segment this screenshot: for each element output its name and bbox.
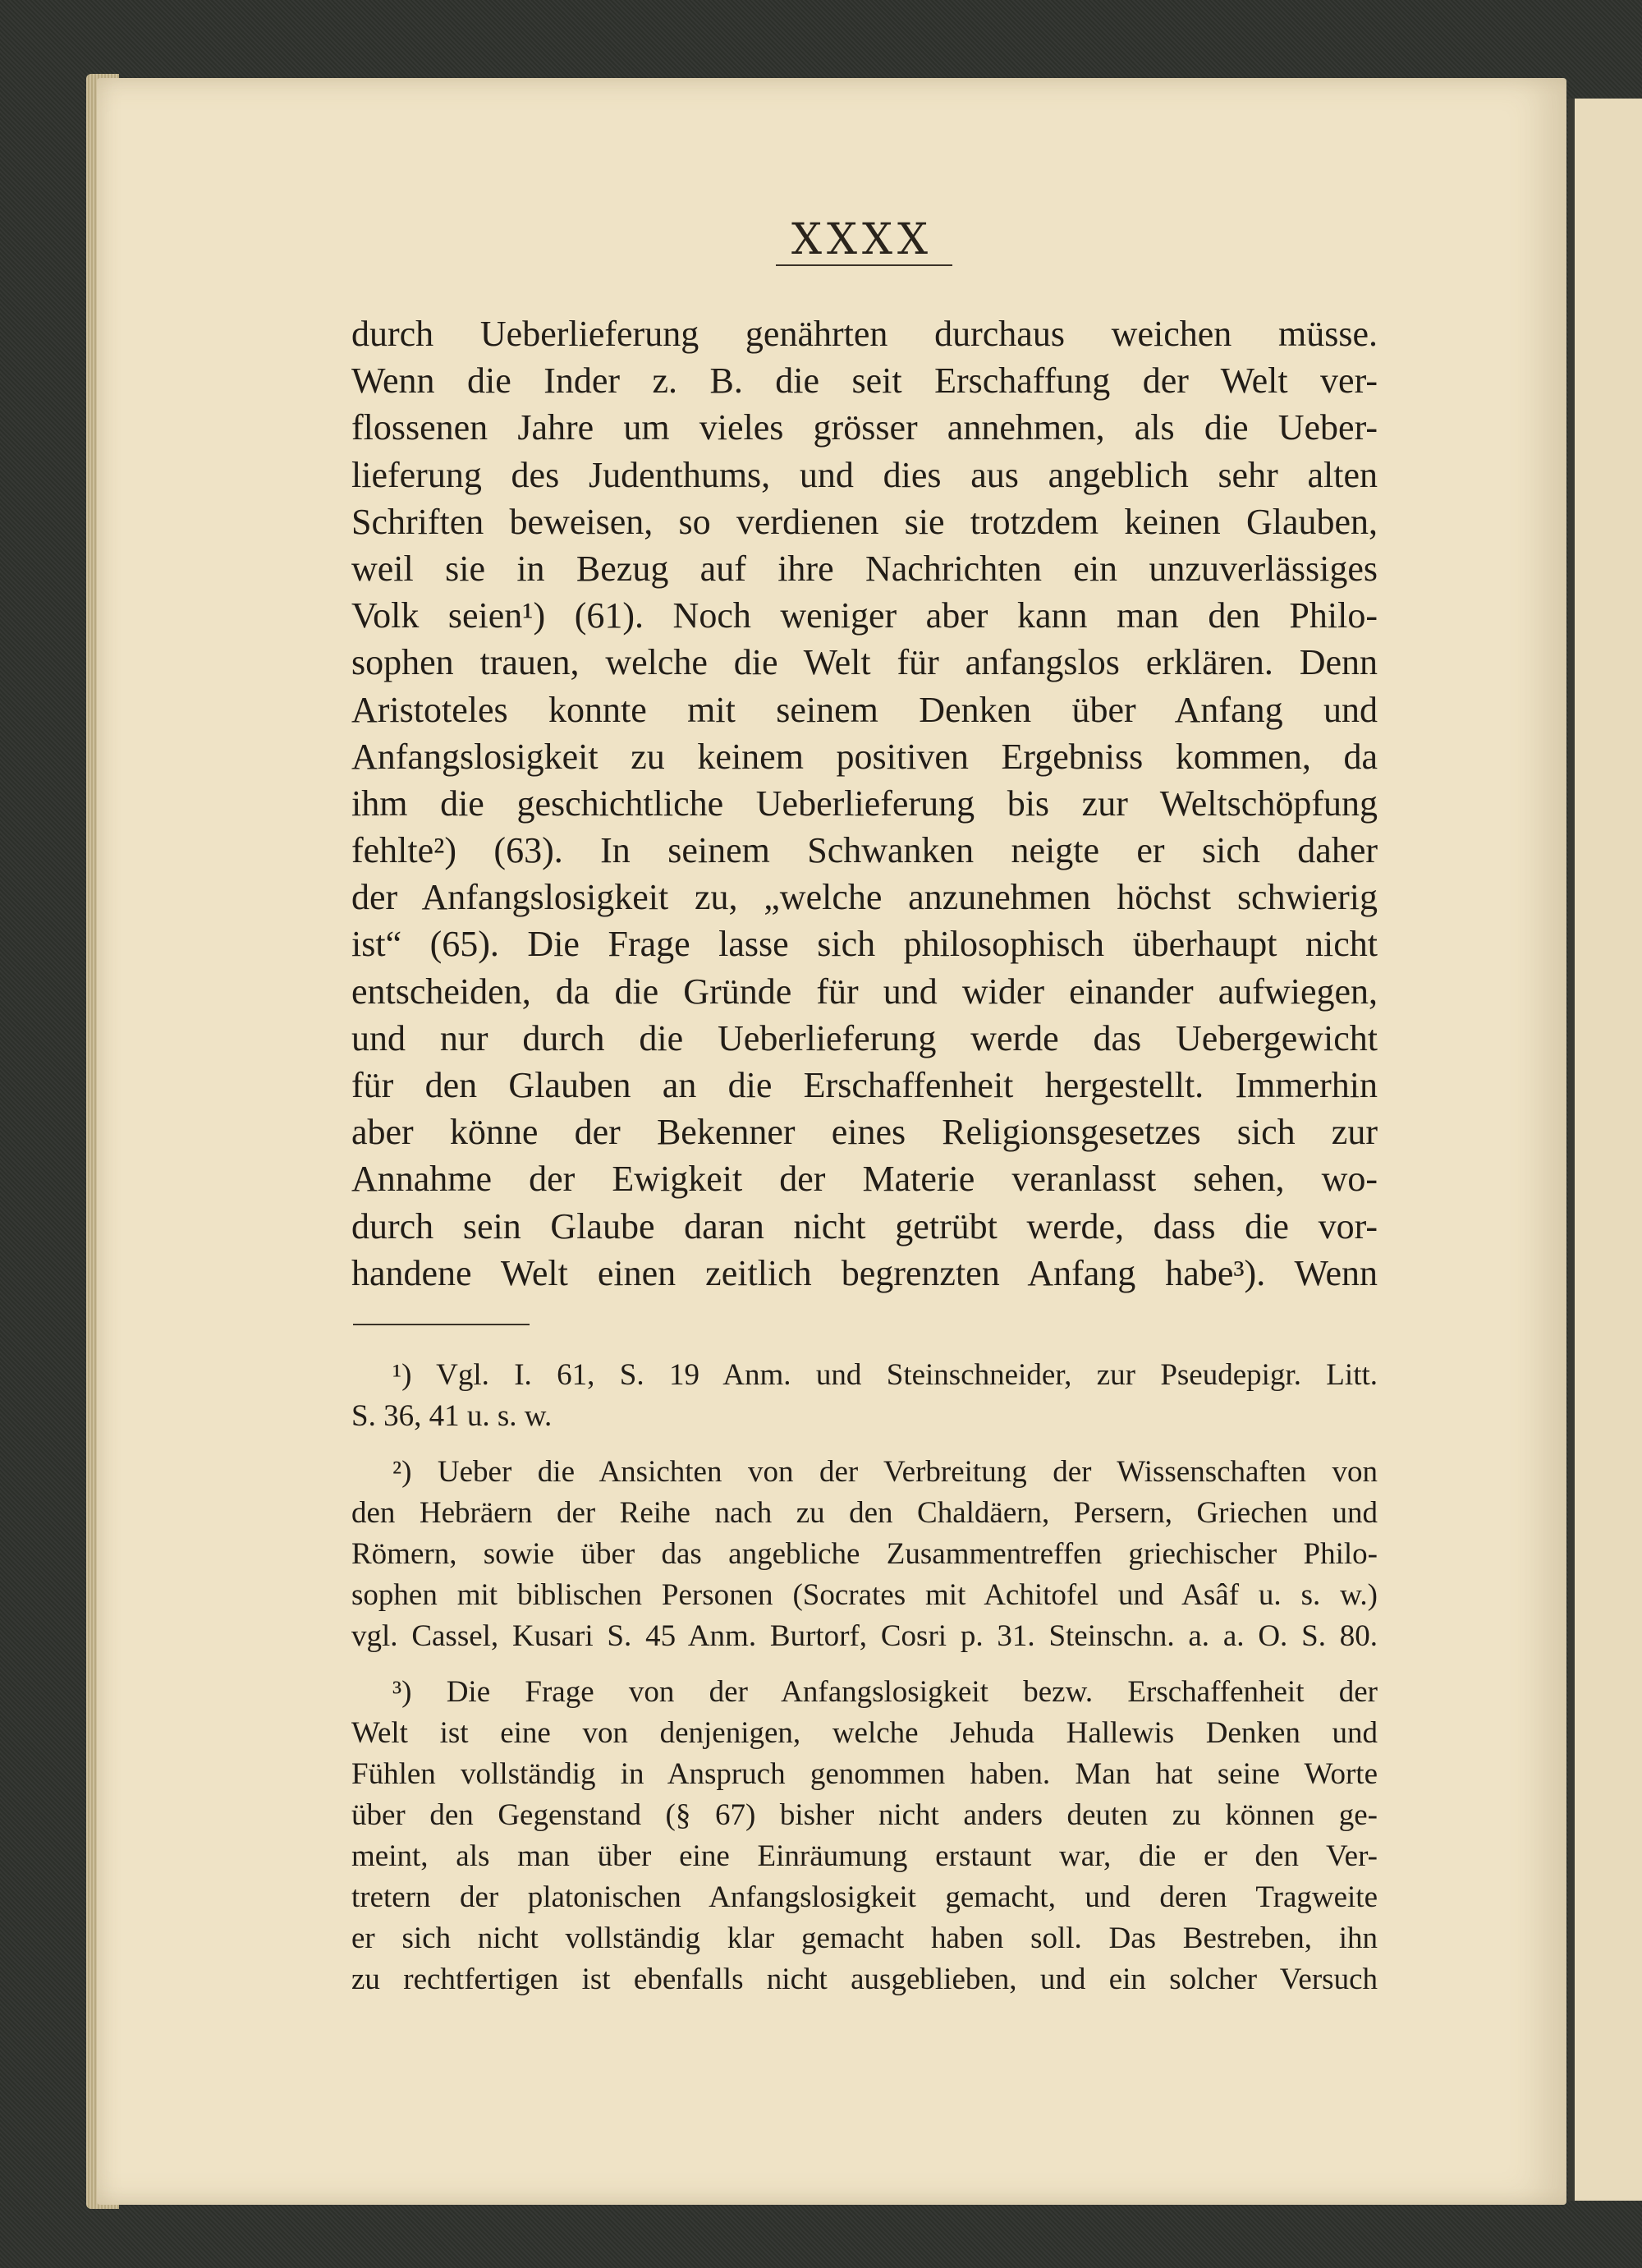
next-page-edge — [1568, 99, 1642, 2201]
body-line: entscheiden, da die Gründe für und wider einander aufwiegen, — [351, 971, 1378, 1012]
footnote-line: S. 36, 41 u. s. w. — [351, 1399, 553, 1433]
page-number: XXXX — [791, 215, 933, 264]
footnotes — [351, 1355, 1378, 2015]
body-line: Annahme der Ewigkeit der Materie veranlasst sehen, wo- — [351, 1159, 1378, 1200]
footnote-line: den Hebräern der Reihe nach zu den Chaldäern, Persern, Griechen und — [351, 1496, 1378, 1530]
body-line: Volk seien¹) (61). Noch weniger aber kann man den Philo- — [351, 595, 1378, 636]
body-line: ihm die geschichtliche Ueberlieferung bis zur Weltschöpfung — [351, 783, 1378, 824]
footnote-line: zu rechtfertigen ist ebenfalls nicht ausgeblieben, und ein solcher Versuch — [351, 1963, 1378, 1996]
body-line: ist“ (65). Die Frage lasse sich philosophisch überhaupt nicht — [351, 924, 1378, 965]
footnote-line: ²) Ueber die Ansichten von der Verbreitung der Wissenschaften von — [392, 1455, 1378, 1489]
body-text — [351, 310, 1378, 1297]
body-line: aber könne der Bekenner eines Religionsgesetzes sich zur — [351, 1112, 1378, 1153]
body-line: Aristoteles konnte mit seinem Denken über Anfang und — [351, 689, 1378, 730]
footnote-rule — [353, 1324, 530, 1325]
body-line: Schriften beweisen, so verdienen sie trotzdem keinen Glauben, — [351, 501, 1378, 542]
body-line: lieferung des Judenthums, und dies aus angeblich sehr alten — [351, 454, 1378, 495]
footnote-line: ¹) Vgl. I. 61, S. 19 Anm. und Steinschneider, zur Pseudepigr. Litt. — [392, 1358, 1378, 1392]
body-line: Anfangslosigkeit zu keinem positiven Ergebniss kommen, da — [351, 736, 1378, 777]
footnote-line: über den Gegenstand (§ 67) bisher nicht anders deuten zu können ge- — [351, 1798, 1378, 1832]
footnote-line: vgl. Cassel, Kusari S. 45 Anm. Burtorf, Cosri p. 31. Steinschn. a. a. O. S. 80. — [351, 1619, 1378, 1653]
footnote-line: tretern der platonischen Anfangslosigkeit gemacht, und deren Tragweite — [351, 1880, 1378, 1914]
footnote-line: Welt ist eine von denjenigen, welche Jehuda Hallewis Denken und — [351, 1716, 1378, 1750]
footnote-2 — [351, 1452, 1378, 1657]
footnote-line: Römern, sowie über das angebliche Zusammentreffen griechischer Philo- — [351, 1537, 1378, 1571]
body-line: durch Ueberlieferung genährten durchaus weichen müsse. — [351, 314, 1378, 354]
footnote-line: sophen mit biblischen Personen (Socrates mit Achitofel und Asâf u. s. w.) — [351, 1578, 1378, 1612]
body-line: Wenn die Inder z. B. die seit Erschaffung der Welt ver- — [351, 360, 1378, 402]
body-line: durch sein Glaube daran nicht getrübt werde, dass die vor- — [351, 1205, 1378, 1246]
body-line: der Anfangslosigkeit zu, „welche anzunehmen höchst schwierig — [351, 877, 1378, 918]
body-line: für den Glauben an die Erschaffenheit hergestellt. Immerhin — [351, 1065, 1378, 1105]
footnote-line: er sich nicht vollständig klar gemacht haben soll. Das Bestreben, ihn — [351, 1921, 1378, 1955]
body-line: fehlte²) (63). In seinem Schwanken neigte er sich daher — [351, 830, 1378, 871]
footnote-3 — [351, 1672, 1378, 2000]
footnote-line: Fühlen vollständig in Anspruch genommen haben. Man hat seine Worte — [351, 1757, 1378, 1791]
footnote-line: meint, als man über eine Einräumung erstaunt war, die er den Ver- — [351, 1839, 1378, 1873]
header-rule — [776, 264, 952, 266]
body-line: sophen trauen, welche die Welt für anfangslos erklären. Denn — [351, 642, 1378, 683]
footnote-1 — [351, 1355, 1378, 1437]
body-line: handene Welt einen zeitlich begrenzten Anfang habe³). Wenn — [351, 1252, 1378, 1293]
body-line: flossenen Jahre um vieles grösser annehmen, als die Ueber- — [351, 407, 1378, 448]
body-line: und nur durch die Ueberlieferung werde das Uebergewicht — [351, 1017, 1378, 1058]
body-line: weil sie in Bezug auf ihre Nachrichten ein unzuverlässiges — [351, 548, 1378, 589]
footnote-line: ³) Die Frage von der Anfangslosigkeit bezw. Erschaffenheit der — [392, 1675, 1378, 1709]
